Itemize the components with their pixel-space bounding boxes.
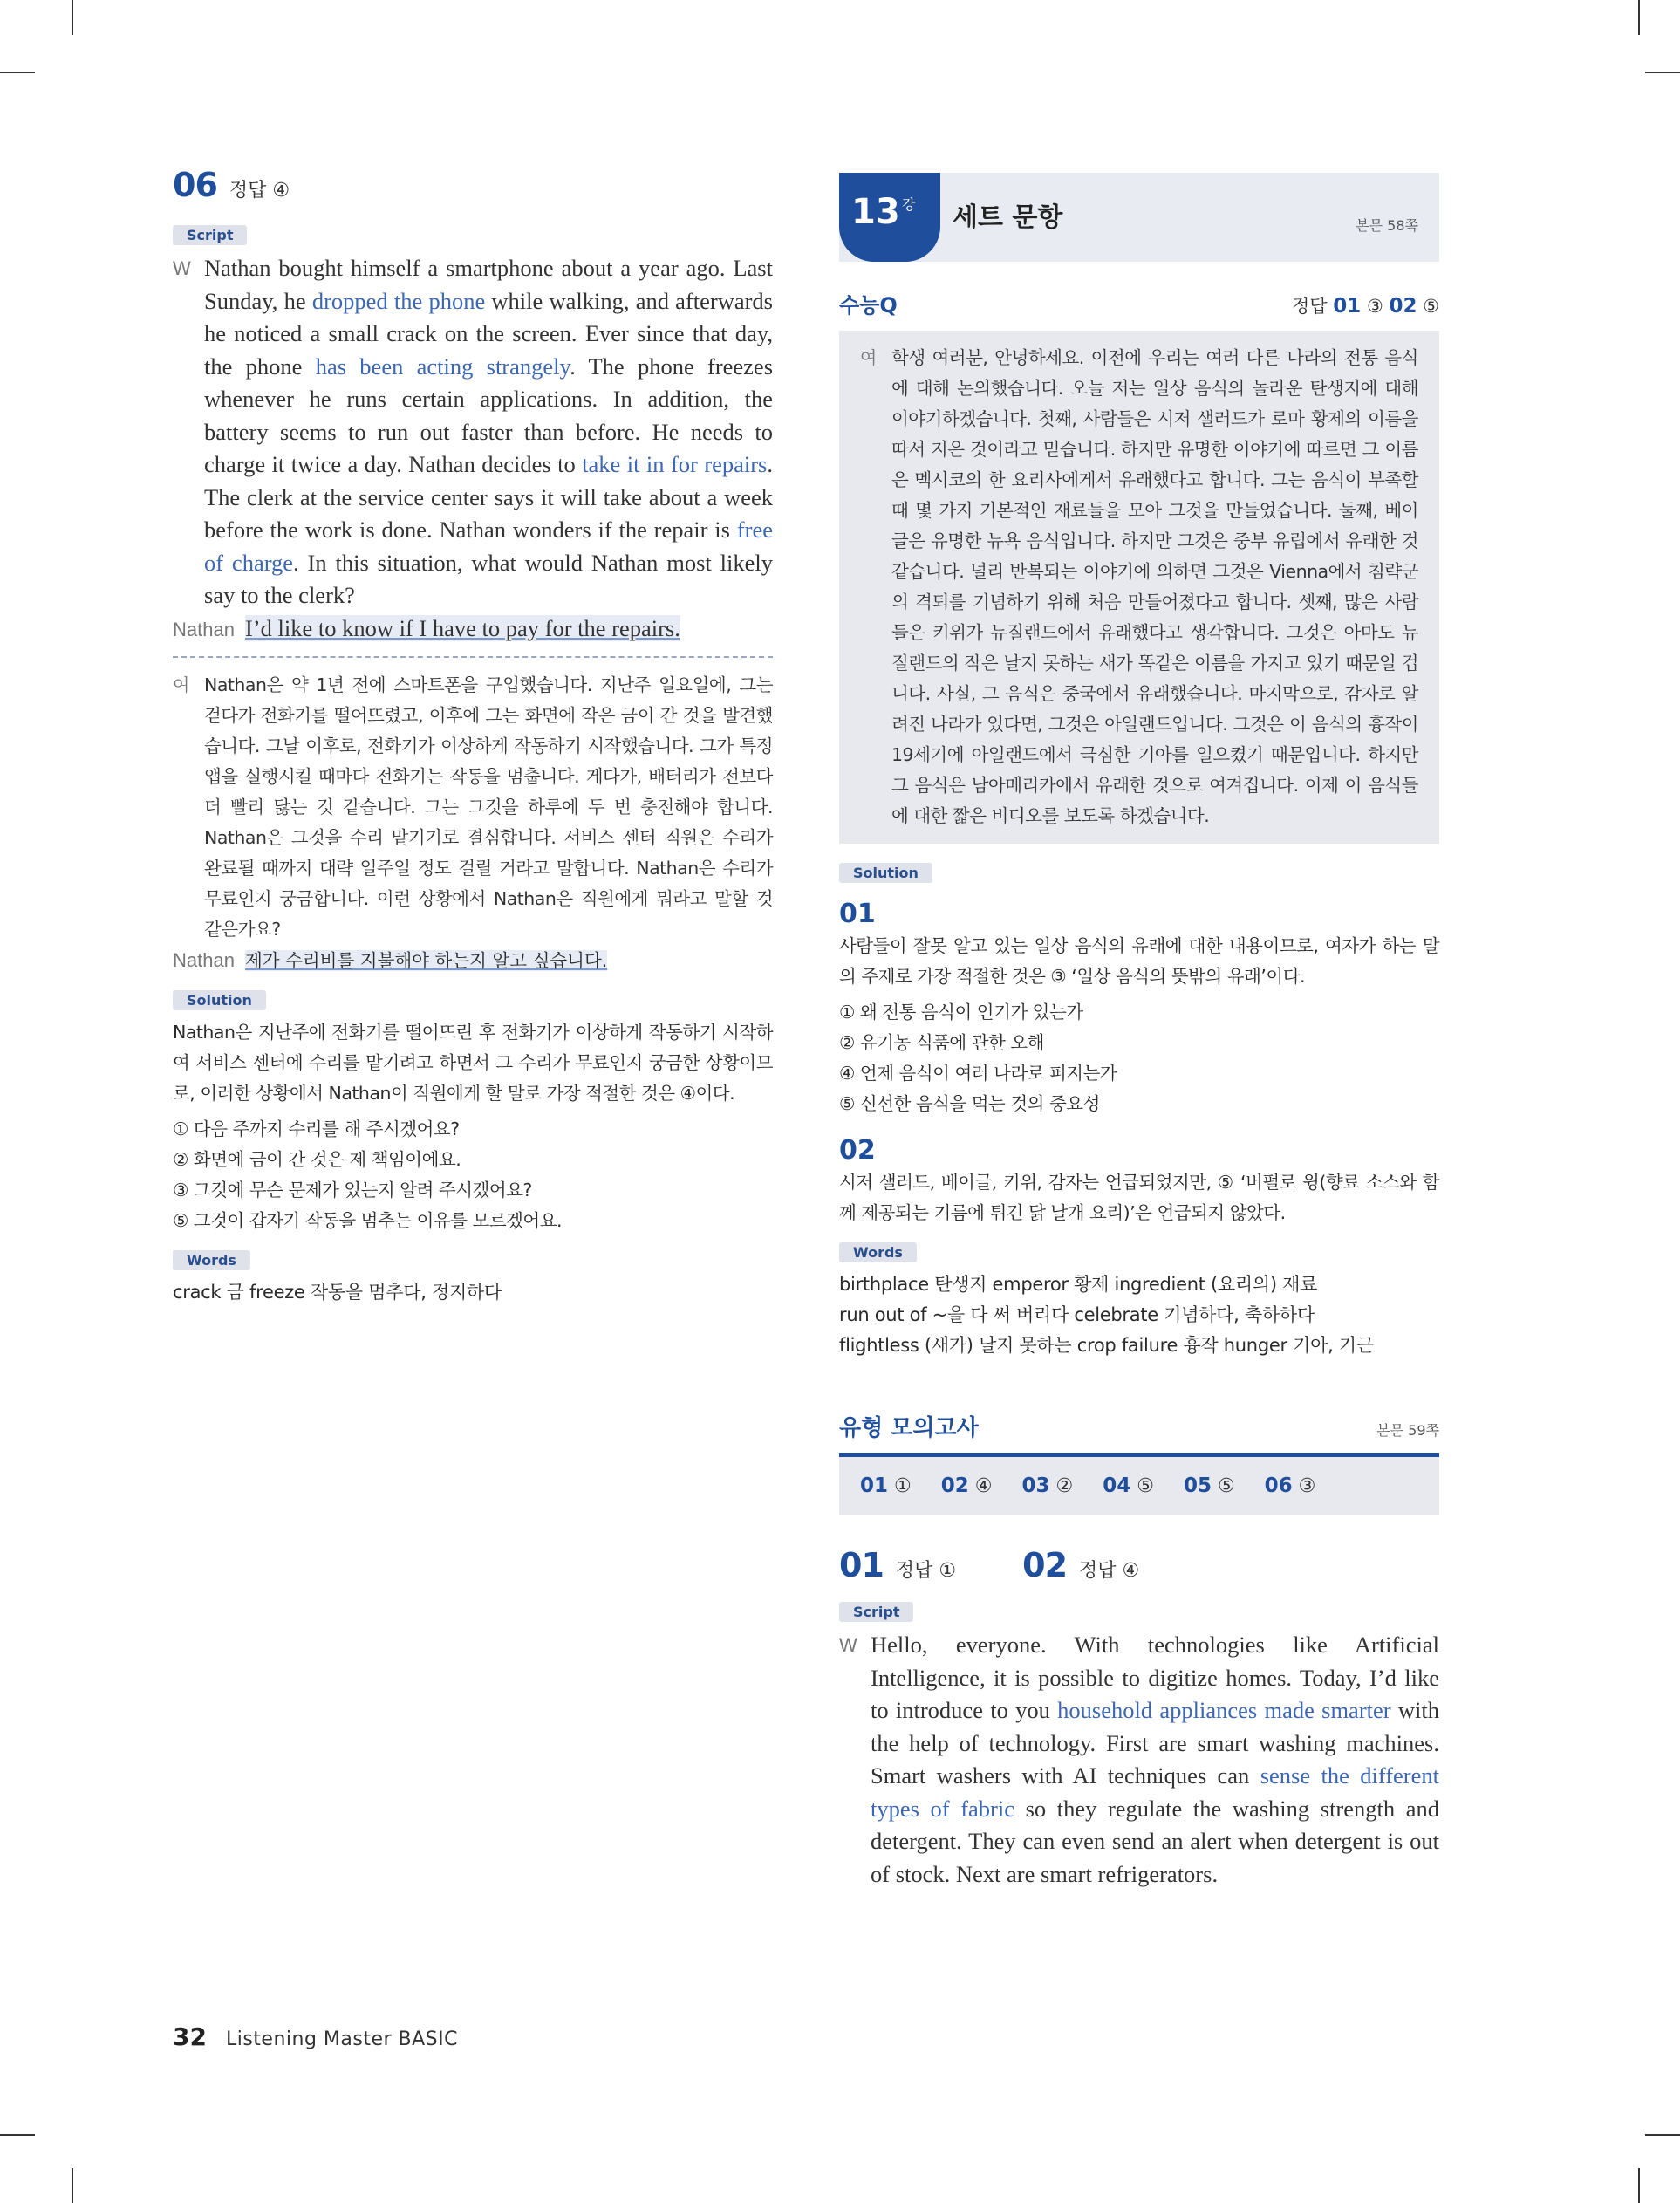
nathan-answer-line [173, 612, 773, 646]
mock-answer-value: ① [888, 1475, 912, 1497]
option-item: ① 왜 전통 음식이 인기가 있는가 [839, 1002, 1083, 1023]
option-item: ③ 그것에 무슨 문제가 있는지 알려 주시겠어요? [173, 1179, 532, 1201]
question-01-02-header [839, 1546, 1439, 1584]
words-tag: Words [173, 1250, 250, 1270]
crop-mark [1638, 2168, 1640, 2203]
crop-mark [1645, 72, 1680, 73]
translation-text: 학생 여러분, 안녕하세요. 이전에 우리는 여러 다른 나라의 전통 음식에 대해 논의했습니다. 오늘 저는 일상 음식의 놀라운 탄생지에 대해 이야기하겠습니다. 첫째, 사람들은 시저 샐러드가 로마 황제의 이름을 따서 지은 것이라고 믿습니다. 하지만 유명한 이야기에 따르면 그 이름은 멕시코의 한 요리사에게서 유래했다고 합니다. 그는 음식이 부족할 때 몇 가지 기본적인 재료들을 모아 그것을 만들었습니다. 둘째, 베이글은 유명한 뉴욕 음식입니다. 하지만 그것은 중부 유럽에서 유래한 것 같습니다. 널리 반복되는 이야기에 의하면 그것은 Vienna에서 침략군의 격퇴를 기념하기 위해 처음 만들어졌다고 합니다. 셋째, 많은 사람들은 키위가 뉴질랜드에서 유래했다고 생각합니다. 그것은 아마도 뉴질랜드의 작은 날지 못하는 새가 똑같은 이름을 가지고 있기 때문일 겁니다. 사실, 그 음식은 중국에서 유래했습니다. 마지막으로, 감자로 알려진 나라가 있다면, 그것은 아일랜드입니다. 그것은 이 음식의 흉작이 19세기에 아일랜드에서 극심한 기아를 일으켰기 때문입니다. 하지만 그 음식은 남아메리카에서 유래한 것으로 여겨집니다. 이제 이 음식들에 대한 짧은 비디오를 보도록 하겠습니다. [891, 347, 1418, 826]
solution-02-text: 시저 샐러드, 베이글, 키위, 감자는 언급되었지만, ⑤ ‘버펄로 윙(향료 소스와 함께 제공되는 기름에 튀긴 닭 날개 요리)’은 언급되지 않았다. [839, 1172, 1439, 1223]
page-number: 32 [173, 2022, 207, 2051]
speaker-label: Nathan [173, 948, 235, 971]
mock-answer [1265, 1474, 1316, 1497]
lesson-unit: 강 [902, 196, 916, 213]
mock-answer-row [839, 1457, 1439, 1515]
crop-mark [0, 72, 35, 73]
key-phrase: take it in for repairs [582, 451, 768, 477]
answer-label: 정답 ④ [229, 180, 290, 202]
words-line: run out of ~을 다 써 버리다 celebrate 기념하다, 축하하다 [839, 1304, 1315, 1325]
question-number: 02 [1022, 1546, 1068, 1584]
mock-answer-value: ② [1049, 1475, 1074, 1497]
option-item: ② 화면에 금이 간 것은 제 책임이에요. [173, 1148, 461, 1170]
solution-tag: Solution [173, 990, 266, 1010]
script-segment: Nathan bought himself a smartphone about a year ago. Last Sunday, he [204, 255, 773, 314]
mock-test-title: 유형 모의고사 [839, 1415, 979, 1441]
words-line: crack 금 freeze 작동을 멈추다, 정지하다 [173, 1281, 502, 1303]
option-item: ⑤ 그것이 갑자기 작동을 멈추는 이유를 모르겠어요. [173, 1209, 563, 1231]
question-01-header [839, 1546, 956, 1584]
solution-02-number: 02 [839, 1135, 876, 1166]
question-06-header [173, 166, 773, 204]
left-column [173, 166, 773, 1308]
nathan-korean-answer [173, 945, 773, 976]
script-segment: Hello, everyone. With technologies like Artificial Intelligence, it is possible to digitize homes. Today, I’d like to introduce to you [871, 1632, 1439, 1723]
option-item: ① 다음 주까지 수리를 해 주시겠어요? [173, 1118, 460, 1139]
mock-answer-num: 03 [1021, 1474, 1050, 1497]
solution-tag: Solution [839, 863, 932, 883]
script-segment: while walking, and afterwards he noticed a small crack on the screen. Ever since that day, the phone [204, 287, 773, 380]
crop-mark [72, 2168, 73, 2203]
script-segment: with the help of technology. First are smart washing machines. Smart washers with AI techniques can [871, 1697, 1439, 1789]
crop-mark [72, 0, 73, 35]
korean-translation [860, 343, 1418, 831]
answer-label: 정답 ④ [1079, 1560, 1140, 1582]
lesson-badge [839, 173, 940, 262]
lesson-page-ref: 본문 58쪽 [1356, 217, 1418, 234]
mock-answer-num: 02 [940, 1474, 969, 1497]
option-list [839, 997, 1439, 1119]
script-passage [839, 1629, 1439, 1891]
script-segment: . The phone freezes whenever he runs certain applications. In addition, the battery seems to run out faster than before. He needs to charge it twice a day. Nathan decides to [204, 352, 774, 477]
page-footer [173, 2022, 458, 2051]
mock-answer-value: ⑤ [1130, 1475, 1154, 1497]
mock-answer-num: 01 [860, 1474, 889, 1497]
translation-text: Nathan은 약 1년 전에 스마트폰을 구입했습니다. 지난주 일요일에, 그는 걷다가 전화기를 떨어뜨렸고, 이후에 그는 화면에 작은 금이 간 것을 발견했습니다. 그날 이후로, 전화기가 이상하게 작동하기 시작했습니다. 그가 특정 앱을 실행시킬 때마다 전화기는 작동을 멈춥니다. 게다가, 배터리가 전보다 더 빨리 닳는 것 같습니다. 그는 그것을 하루에 두 번 충전해야 합니다. Nathan은 그것을 수리 맡기기로 결심합니다. 서비스 센터 직원은 수리가 완료될 때까지 대략 일주일 정도 걸릴 거라고 말합니다. Nathan은 수리가 무료인지 궁금합니다. 이런 상황에서 Nathan은 직원에게 뭐라고 말할 것 같은가요? [204, 674, 773, 940]
script-passage [173, 252, 773, 612]
answer-sentence-korean: 제가 수리비를 지불해야 하는지 알고 싶습니다. [244, 949, 608, 971]
words-line: flightless (새가) 날지 못하는 crop failure 흉작 hunger 기아, 기근 [839, 1335, 1374, 1356]
book-title: Listening Master BASIC [225, 2029, 458, 2050]
mock-answer [860, 1474, 912, 1497]
answer-sentence: I’d like to know if I have to pay for the repairs. [244, 614, 680, 641]
translation-box [839, 331, 1439, 844]
suneung-label: 수능Q [839, 293, 898, 318]
crop-mark [1645, 2134, 1680, 2136]
answer-num: 01 [1333, 295, 1362, 318]
answer-label: 정답 ① [895, 1560, 957, 1582]
mock-answer-value: ③ [1292, 1475, 1316, 1497]
mock-answer [941, 1474, 993, 1497]
right-column [839, 173, 1439, 1891]
words-tag: Words [839, 1242, 917, 1262]
crop-mark [0, 2134, 35, 2136]
suneung-header [839, 288, 1439, 318]
words-list [839, 1269, 1439, 1361]
mock-answer-num: 04 [1103, 1474, 1131, 1497]
mock-answer [1103, 1474, 1154, 1497]
mock-answer-value: ⑤ [1211, 1475, 1235, 1497]
answer-value: ③ [1361, 296, 1390, 317]
script-text [204, 252, 773, 612]
solution-01-number: 01 [839, 899, 876, 929]
key-phrase: dropped the phone [311, 287, 486, 314]
speaker-label: Nathan [173, 618, 235, 640]
script-segment: . The clerk at the service center says it will take about a week before the work is done. Nathan wonders if the repair is [204, 451, 773, 543]
question-number: 06 [173, 166, 217, 204]
lesson-header [839, 173, 1439, 262]
key-phrase: sense the different types of fabric [871, 1762, 1439, 1822]
words-line: birthplace 탄생지 emperor 황제 ingredient (요리의) 재료 [839, 1274, 1318, 1295]
mock-test-header [839, 1410, 1439, 1442]
mock-test-page-ref: 본문 59쪽 [1376, 1422, 1439, 1439]
answer-value: ⑤ [1417, 296, 1439, 317]
option-list [173, 1114, 773, 1236]
solution-text: Nathan은 지난주에 전화기를 떨어뜨린 후 전화기가 이상하게 작동하기 시작하여 서비스 센터에 수리를 맡기려고 하면서 그 수리가 무료인지 궁금한 상황이므로, 이러한 상황에서 Nathan이 직원에게 할 말로 가장 적절한 것은 ④이다. [173, 1021, 773, 1104]
solution-01-text: 사람들이 잘못 알고 있는 일상 음식의 유래에 대한 내용이므로, 여자가 하는 말의 주제로 가장 적절한 것은 ③ ‘일상 음식의 뜻밖의 유래’이다. [839, 935, 1439, 987]
question-number: 01 [839, 1546, 884, 1584]
mock-answer-num: 06 [1264, 1474, 1293, 1497]
script-tag: Script [173, 225, 247, 245]
translation-mark: 여 [860, 347, 878, 368]
script-segment: so they regulate the washing strength and detergent. They can even send an alert when detergent is out of stock. Next are smart refrigerators. [871, 1795, 1439, 1887]
option-item: ② 유기농 식품에 관한 오해 [839, 1032, 1044, 1053]
question-02-header [1022, 1546, 1139, 1584]
mock-answer-value: ④ [968, 1475, 993, 1497]
lesson-title: 세트 문항 [953, 202, 1063, 233]
script-tag: Script [839, 1602, 913, 1622]
key-phrase: household appliances made smarter [1057, 1697, 1391, 1723]
script-segment: . In this situation, what would Nathan most likely say to the clerk? [204, 549, 773, 608]
key-phrase: has been acting strangely [315, 352, 570, 380]
suneung-answers [1292, 292, 1439, 318]
lesson-number: 13 [851, 192, 900, 232]
mock-answer-num: 05 [1183, 1474, 1212, 1497]
translation-mark: 여 [173, 674, 190, 695]
option-item: ④ 언제 음식이 여러 나라로 퍼지는가 [839, 1063, 1117, 1084]
answer-prefix: 정답 [1292, 296, 1334, 317]
answer-num: 02 [1389, 295, 1417, 318]
korean-translation [173, 670, 773, 945]
script-text [871, 1629, 1439, 1891]
option-item: ⑤ 신선한 음식을 먹는 것의 중요성 [839, 1093, 1100, 1114]
key-phrase: free of charge [204, 517, 773, 576]
dashed-divider [173, 656, 773, 658]
mock-answer [1021, 1474, 1073, 1497]
crop-mark [1638, 0, 1640, 35]
mock-answer [1184, 1474, 1235, 1497]
speaker-label: W [839, 1634, 857, 1656]
speaker-label: W [173, 257, 191, 279]
